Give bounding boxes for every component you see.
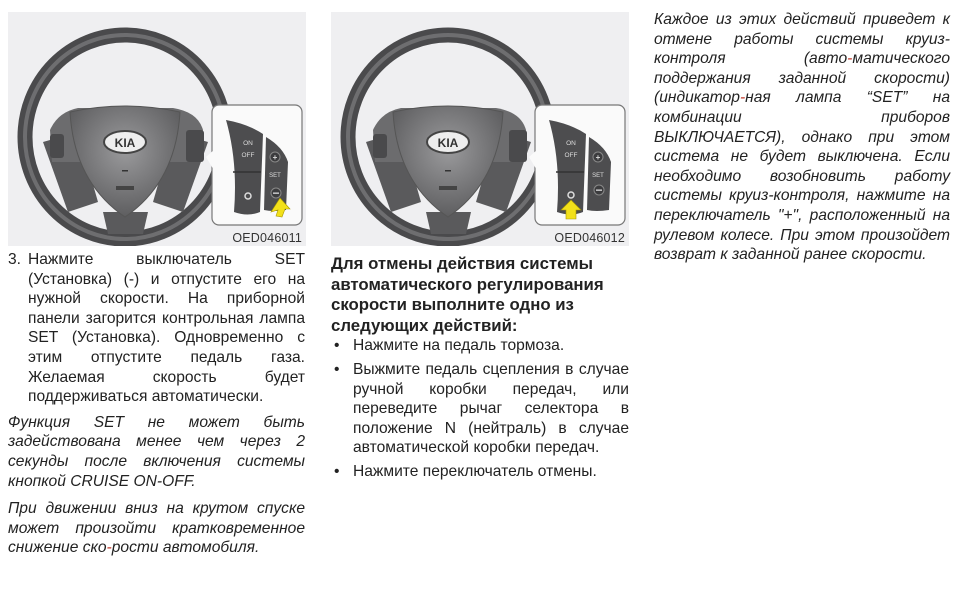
note-text-3: ная лампа “SET” на комбинации приборов ВЫКЛЮЧАЕТСЯ), однако при этом система не будет выключена. Если необходимо возобновить работу системы круиз-контроля, нажмите на переключатель "+", расположенный на рулевом колесе. При этом произойдет возврат к заданной ранее скорости.: [654, 89, 950, 264]
list-item: [331, 336, 629, 356]
hyphen: -: [106, 539, 112, 557]
figure-steering-wheel-set: [8, 12, 306, 246]
step-text: Нажмите выключатель SET (Установка) (-) и отпустите его на нужной скорости. На приборной панели загорится контрольная лампа SET (Установка). Одновременно с этим отпустите педаль газа. Желаемая скорость будет поддерживаться автоматически.: [28, 251, 305, 406]
step-3: [8, 250, 305, 407]
right-column: [654, 10, 950, 265]
note-downhill-end: рости автомобиля.: [111, 539, 260, 557]
cancel-effect-note: [654, 10, 950, 265]
hyphen: -: [739, 89, 746, 107]
svg-text:OFF: OFF: [241, 152, 255, 159]
svg-text:KIA: KIA: [114, 136, 136, 150]
list-item: [331, 462, 629, 482]
figure-code: OED046012: [554, 231, 625, 245]
bullet-icon: •: [334, 462, 340, 480]
cancel-actions-list: [331, 336, 629, 481]
note-downhill: [8, 499, 305, 558]
note-text-2: матического поддержания заданной скорости) (индикатор: [654, 50, 950, 107]
steering-wheel-illustration: [331, 12, 629, 246]
list-item-text: Нажмите переключатель отмены.: [353, 462, 597, 480]
note-downhill-text: При движении вниз на крутом спуске может произойти кратковременное снижение ско: [8, 500, 305, 557]
bullet-icon: •: [334, 360, 340, 378]
figure-code: OED046011: [232, 231, 302, 245]
svg-text:ON: ON: [566, 140, 576, 147]
svg-text:ON: ON: [243, 140, 253, 147]
section-heading: Для отмены действия системы автоматического регулирования скорости выполните одно из следующих действий:: [331, 254, 604, 335]
svg-text:+: +: [595, 153, 601, 162]
bullet-icon: •: [334, 337, 340, 355]
figure-steering-wheel-cancel: [331, 12, 629, 246]
list-item-text: Выжмите педаль сцепления в случае ручной коробки передач, или переведите рычаг селектора в положение N (нейтраль) в случае автоматической коробки передач.: [353, 360, 629, 457]
middle-column: [331, 254, 629, 486]
left-column: [8, 250, 305, 558]
hyphen: -: [847, 50, 853, 68]
steering-wheel-illustration: [8, 12, 306, 246]
list-item-text: Нажмите на педаль тормоза.: [353, 337, 565, 355]
svg-text:SET: SET: [592, 173, 604, 179]
svg-text:+: +: [272, 153, 278, 162]
svg-text:SET: SET: [269, 173, 281, 179]
note-set-delay: Функция SET не может быть задействована менее чем через 2 секунды после включения системы кнопкой CRUISE ON-OFF.: [8, 413, 305, 490]
svg-text:KIA: KIA: [437, 136, 459, 150]
note-text-1: Каждое из этих действий приведет к отмене работы системы круиз-контроля (авто: [654, 11, 950, 68]
svg-text:OFF: OFF: [564, 152, 578, 159]
step-number: 3.: [8, 251, 22, 268]
list-item: [331, 360, 629, 458]
